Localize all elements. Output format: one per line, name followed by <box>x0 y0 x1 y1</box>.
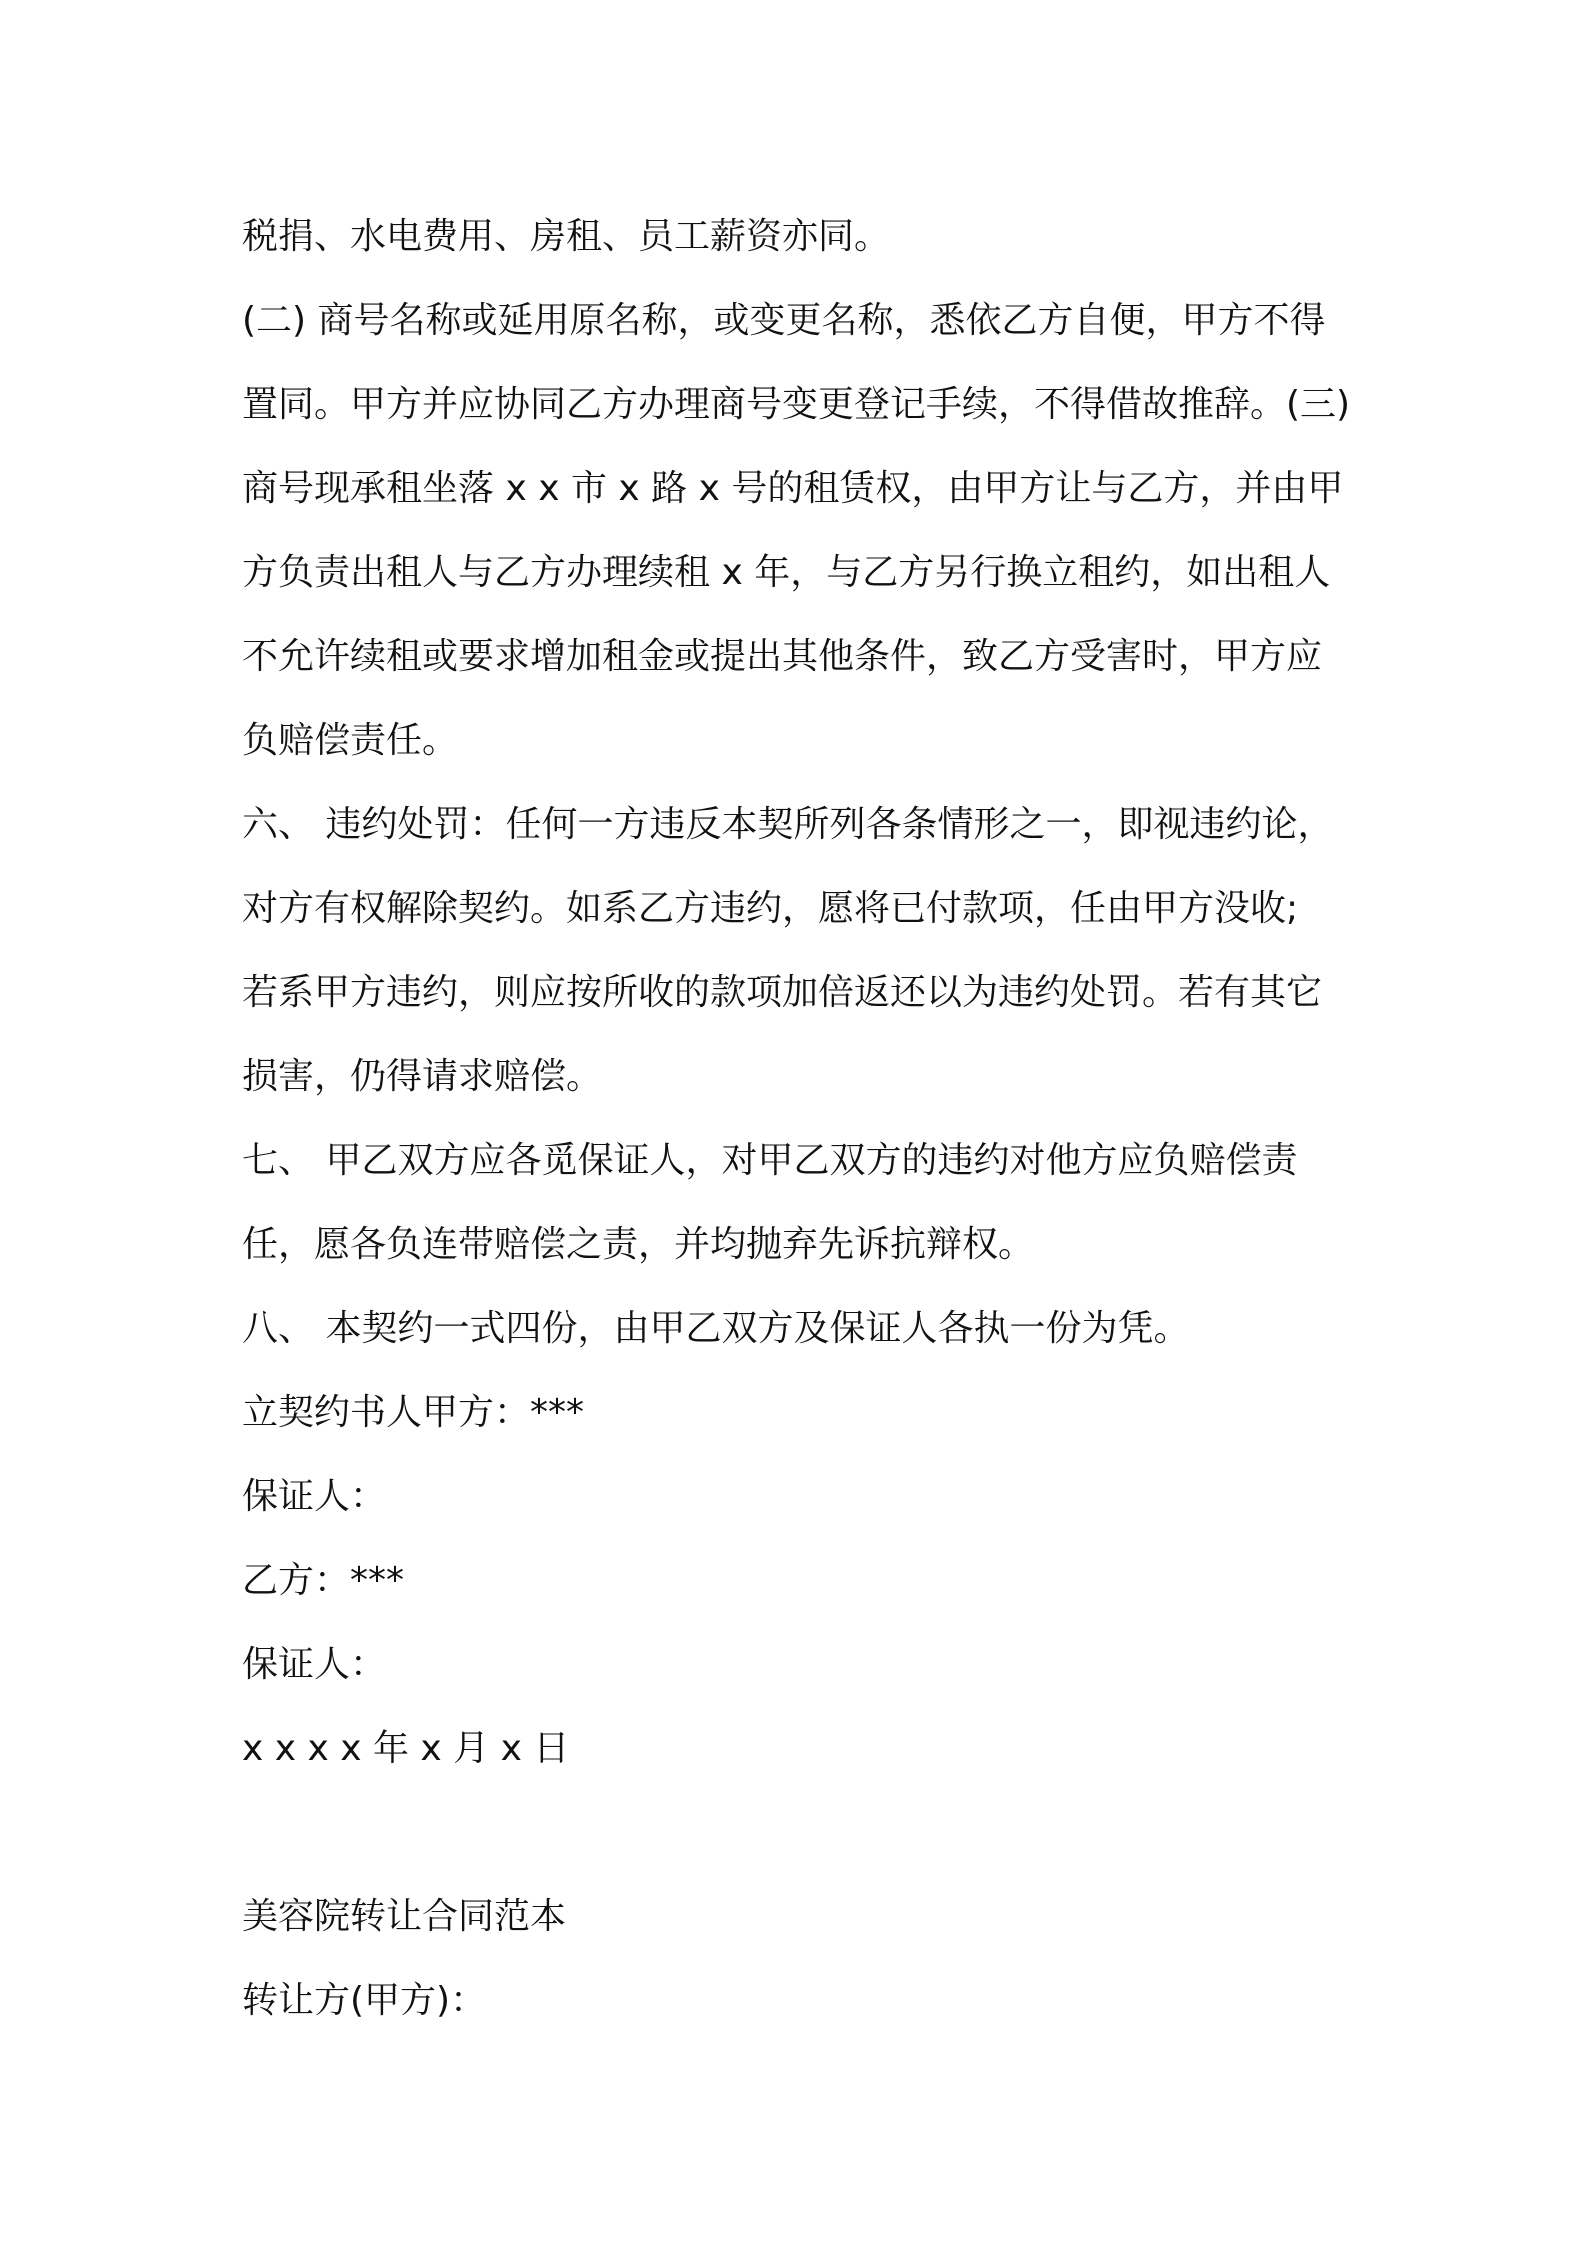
text-line: 七、 甲乙双方应各觅保证人，对甲乙双方的违约对他方应负赔偿责 <box>242 1140 1298 1181</box>
text-line: 负赔偿责任。 <box>242 720 459 761</box>
text-line: 不允许续租或要求增加租金或提出其他条件，致乙方受害时，甲方应 <box>242 636 1323 677</box>
signature-guarantor-b: 保证人： <box>242 1644 387 1685</box>
document-body <box>242 195 1357 2043</box>
signature-party-b: 乙方：*** <box>242 1560 405 1601</box>
text-line: 若系甲方违约，则应按所收的款项加倍返还以为违约处罚。若有其它 <box>242 972 1323 1013</box>
transferor-label: 转让方(甲方)： <box>242 1980 487 2021</box>
text-line: 六、 违约处罚：任何一方违反本契所列各条情形之一，即视违约论， <box>242 804 1334 845</box>
text-line: 方负责出租人与乙方办理续租 x 年，与乙方另行换立租约，如出租人 <box>242 552 1331 593</box>
text-line: 税捐、水电费用、房租、员工薪资亦同。 <box>242 216 891 257</box>
text-line: 置同。甲方并应协同乙方办理商号变更登记手续，不得借故推辞。(三) <box>242 384 1351 425</box>
text-line: 损害，仍得请求赔偿。 <box>242 1056 603 1097</box>
signature-date: x x x x 年 x 月 x 日 <box>242 1728 570 1769</box>
signature-guarantor-a: 保证人： <box>242 1476 387 1517</box>
text-line: (二) 商号名称或延用原名称，或变更名称，悉依乙方自便，甲方不得 <box>242 300 1326 341</box>
text-line: 商号现承租坐落 x x 市 x 路 x 号的租赁权，由甲方让与乙方，并由甲 <box>242 468 1344 509</box>
next-document-title: 美容院转让合同范本 <box>242 1896 567 1937</box>
signature-party-a: 立契约书人甲方：*** <box>242 1392 585 1433</box>
text-line: 八、 本契约一式四份，由甲乙双方及保证人各执一份为凭。 <box>242 1308 1190 1349</box>
section-gap <box>242 1791 1357 1875</box>
text-line: 对方有权解除契约。如系乙方违约，愿将已付款项，任由甲方没收; <box>242 888 1299 929</box>
text-line: 任，愿各负连带赔偿之责，并均抛弃先诉抗辩权。 <box>242 1224 1035 1265</box>
